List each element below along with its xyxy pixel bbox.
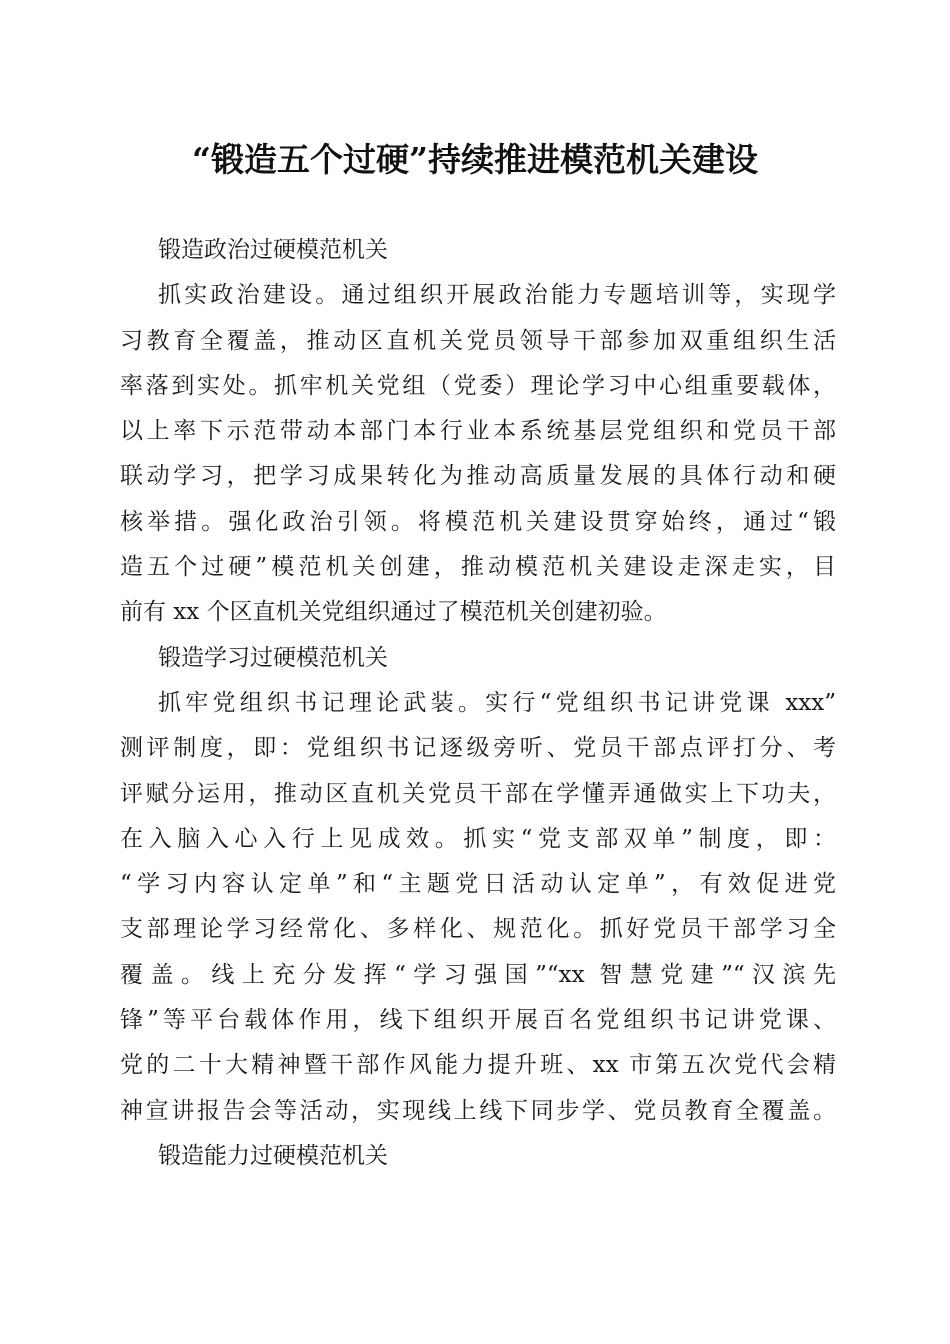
paragraph-line: 联动学习，把学习成果转化为推动高质量发展的具体行动和硬 xyxy=(120,463,836,490)
section-heading: 锻造学习过硬模范机关 xyxy=(158,644,388,671)
paragraph-line: “学习内容认定单”和“主题党日活动认定单”，有效促进党 xyxy=(120,871,836,898)
paragraph-line: 覆盖。线上充分发挥“学习强国”“xx 智慧党建”“汉滨先 xyxy=(120,961,836,988)
paragraph-line: 率落到实处。抓牢机关党组（党委）理论学习中心组重要载体， xyxy=(120,372,836,399)
paragraph-line: 党的二十大精神暨干部作风能力提升班、xx 市第五次党代会精 xyxy=(120,1052,836,1079)
document-body xyxy=(120,228,836,1179)
paragraph-line: 核举措。强化政治引领。将模范机关建设贯穿始终，通过“锻 xyxy=(120,508,836,535)
paragraph-line: 支部理论学习经常化、多样化、规范化。抓好党员干部学习全 xyxy=(120,916,836,943)
paragraph-line: 习教育全覆盖，推动区直机关党员领导干部参加双重组织生活 xyxy=(120,327,836,354)
paragraph-line: 以上率下示范带动本部门本行业本系统基层党组织和党员干部 xyxy=(120,418,836,445)
paragraph-line: 测评制度，即：党组织书记逐级旁听、党员干部点评打分、考 xyxy=(120,735,836,762)
document-title: “锻造五个过硬”持续推进模范机关建设 xyxy=(192,140,758,179)
paragraph-line: 神宣讲报告会等活动，实现线上线下同步学、党员教育全覆盖。 xyxy=(120,1097,836,1124)
section-heading: 锻造政治过硬模范机关 xyxy=(158,237,388,263)
paragraph-line: 抓实政治建设。通过组织开展政治能力专题培训等，实现学 xyxy=(158,282,836,309)
paragraph-line: 锋”等平台载体作用，线下组织开展百名党组织书记讲党课、 xyxy=(120,1007,836,1034)
paragraph-line: 在入脑入心入行上见成效。抓实“党支部双单”制度，即： xyxy=(120,825,836,852)
section-heading: 锻造能力过硬模范机关 xyxy=(158,1142,388,1169)
paragraph-line: 抓牢党组织书记理论武装。实行“党组织书记讲党课 xxx” xyxy=(158,689,836,716)
paragraph-line: 前有 xx 个区直机关党组织通过了模范机关创建初验。 xyxy=(120,599,667,626)
paragraph-line: 评赋分运用，推动区直机关党员干部在学懂弄通做实上下功夫， xyxy=(120,780,836,807)
paragraph-line: 造五个过硬”模范机关创建，推动模范机关建设走深走实，目 xyxy=(120,554,836,581)
